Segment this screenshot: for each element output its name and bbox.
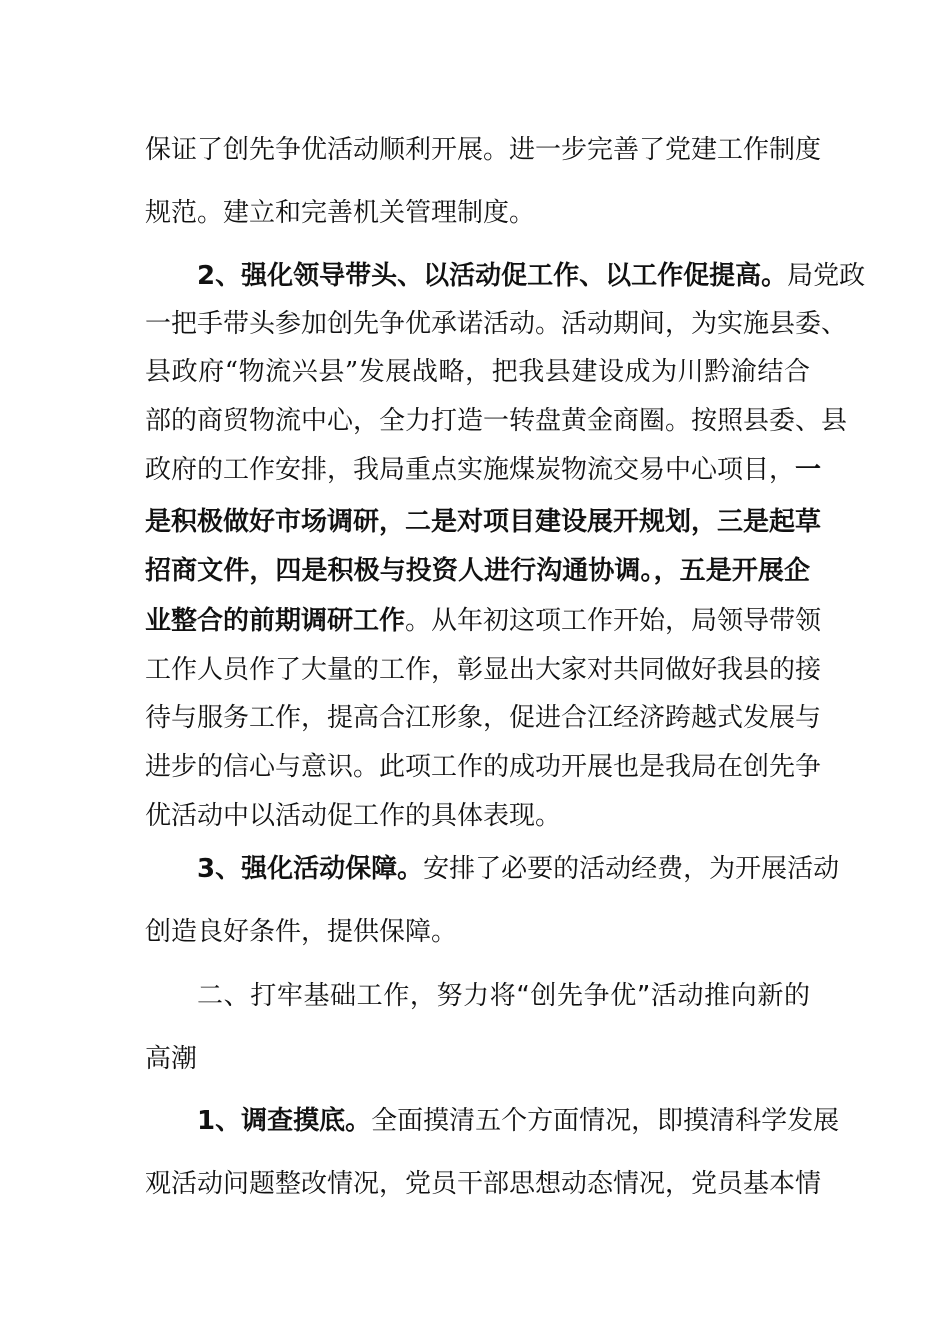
text-line: 2、强化领导带头、以活动促工作、以工作促提高。局党政 (197, 261, 866, 291)
text-line: 规范。建立和完善机关管理制度。 (145, 198, 536, 228)
text-line: 优活动中以活动促工作的具体表现。 (145, 801, 562, 831)
text-line: 工作人员作了大量的工作，彰显出大家对共同做好我县的接 (145, 655, 822, 685)
text-line: 进步的信心与意识。此项工作的成功开展也是我局在创先争 (145, 752, 822, 782)
text-line: 县政府“物流兴县”发展战略，把我县建设成为川黔渝结合 (145, 357, 810, 387)
section-heading: 1、调查摸底。 (197, 1106, 372, 1136)
text-line: 部的商贸物流中心，全力打造一转盘黄金商圈。按照县委、县 (145, 406, 848, 436)
text-line: 保证了创先争优活动顺利开展。进一步完善了党建工作制度 (145, 135, 822, 165)
section-heading: 2、强化领导带头、以活动促工作、以工作促提高。 (197, 261, 788, 291)
text-line: 一把手带头参加创先争优承诺活动。活动期间，为实施县委、 (145, 309, 848, 339)
text-line: 招商文件，四是积极与投资人进行沟通协调。，五是开展企 (145, 556, 810, 586)
section-title: 高潮 (145, 1044, 198, 1074)
text-line: 政府的工作安排，我局重点实施煤炭物流交易中心项目，一 (145, 455, 822, 485)
text-line: 待与服务工作，提高合江形象，促进合江经济跨越式发展与 (145, 703, 822, 733)
text-line: 3、强化活动保障。安排了必要的活动经费，为开展活动 (197, 854, 840, 884)
text-line: 1、调查摸底。全面摸清五个方面情况，即摸清科学发展 (197, 1106, 840, 1136)
text-line: 业整合的前期调研工作。从年初这项工作开始，局领导带领 (145, 606, 822, 636)
section-title: 二、打牢基础工作，努力将“创先争优”活动推向新的 (197, 981, 810, 1011)
text-line: 创造良好条件，提供保障。 (145, 917, 458, 947)
text-line: 是积极做好市场调研，二是对项目建设展开规划，三是起草 (145, 507, 822, 537)
text-line: 观活动问题整改情况，党员干部思想动态情况，党员基本情 (145, 1169, 822, 1199)
section-heading: 3、强化活动保障。 (197, 854, 424, 884)
